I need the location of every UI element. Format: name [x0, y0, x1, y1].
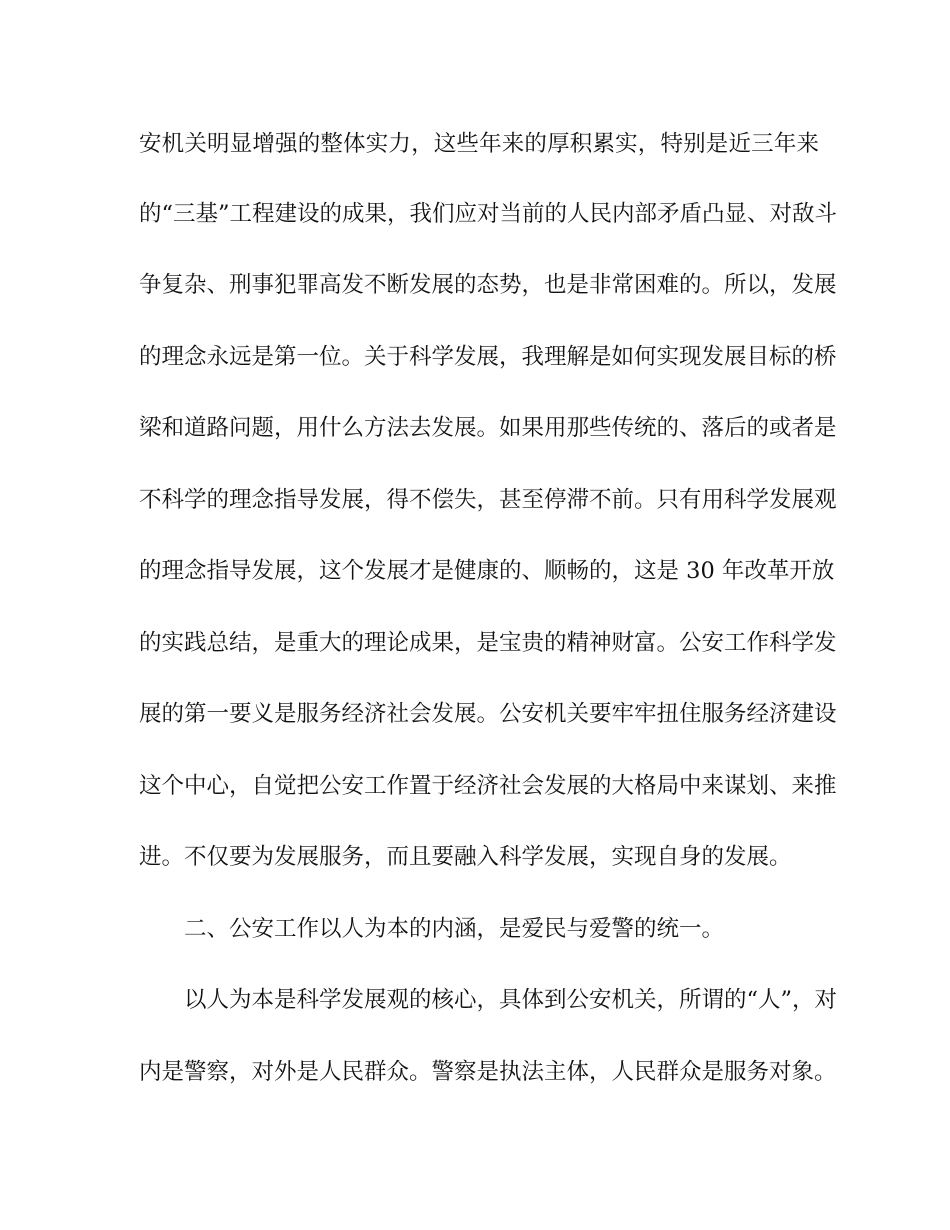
paragraph-first-line: 以人为本是科学发展观的核心，具体到公安机关，所谓的“人”，对 — [184, 987, 838, 1013]
body-text-line: 展的第一要义是服务经济社会发展。公安机关要牢牢扭住服务经济建设 — [139, 701, 837, 727]
body-text-line: 这个中心，自觉把公安工作置于经济社会发展的大格局中来谋划、来推 — [139, 773, 837, 799]
body-text-line: 的实践总结，是重大的理论成果，是宝贵的精神财富。公安工作科学发 — [139, 630, 837, 656]
body-text-line: 的理念指导发展，这个发展才是健康的、顺畅的，这是 30 年改革开放 — [139, 558, 835, 584]
body-text-line: 内是警察，对外是人民群众。警察是执法主体，人民群众是服务对象。 — [139, 1059, 837, 1085]
body-text-line: 的“三基”工程建设的成果，我们应对当前的人民内部矛盾凸显、对敌斗 — [139, 201, 838, 227]
body-text-line: 进。不仅要为发展服务，而且要融入科学发展，实现自身的发展。 — [139, 844, 792, 870]
body-text-line: 梁和道路问题，用什么方法去发展。如果用那些传统的、落后的或者是 — [139, 415, 837, 441]
body-text-line: 争复杂、刑事犯罪高发不断发展的态势，也是非常困难的。所以，发展 — [139, 272, 837, 298]
body-text-line: 安机关明显增强的整体实力，这些年来的厚积累实，特别是近三年来 — [139, 131, 819, 157]
body-text-line: 的理念永远是第一位。关于科学发展，我理解是如何实现发展目标的桥 — [139, 344, 837, 370]
section-heading: 二、公安工作以人为本的内涵，是爱民与爱警的统一。 — [184, 916, 725, 942]
body-text-line: 不科学的理念指导发展，得不偿失，甚至停滞不前。只有用科学发展观 — [139, 487, 837, 513]
